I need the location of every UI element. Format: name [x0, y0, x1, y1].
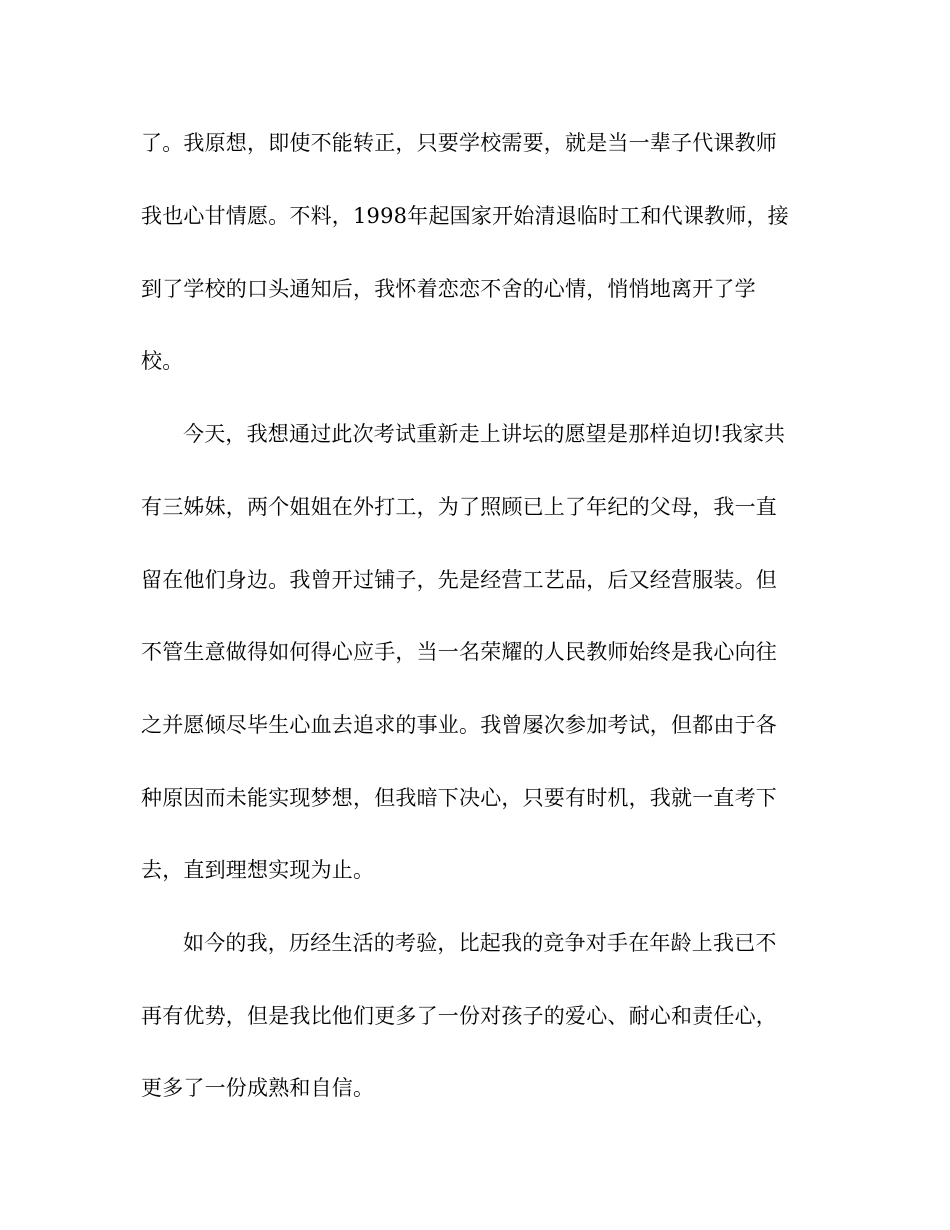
text-line: 之并愿倾尽毕生心血去追求的事业。我曾屡次参加考试，但都由于各: [141, 713, 777, 737]
text-line: 校。: [141, 349, 184, 373]
text-line: 我也心甘情愿。不料，1998年起国家开始清退临时工和代课教师，接: [141, 204, 789, 228]
text-line: 有三姊妹，两个姐姐在外打工，为了照顾已上了年纪的父母，我一直: [141, 495, 777, 519]
paragraph-first-line: 如今的我，历经生活的考验，比起我的竞争对手在年龄上我已不: [183, 931, 777, 955]
paragraph-first-line: 今天，我想通过此次考试重新走上讲坛的愿望是那样迫切!我家共: [183, 422, 786, 446]
text-line: 更多了一份成熟和自信。: [141, 1076, 375, 1100]
text-line: 到了学校的口头通知后，我怀着恋恋不舍的心情，悄悄地离开了学: [141, 277, 756, 301]
text-line: 再有优势，但是我比他们更多了一份对孩子的爱心、耐心和责任心，: [141, 1004, 777, 1028]
text-line: 去，直到理想实现为止。: [141, 858, 375, 882]
text-line: 不管生意做得如何得心应手，当一名荣耀的人民教师始终是我心向往: [141, 640, 777, 664]
text-line: 了。我原想，即使不能转正，只要学校需要，就是当一辈子代课教师: [141, 131, 777, 155]
text-line: 留在他们身边。我曾开过铺子，先是经营工艺品，后又经营服装。但: [141, 568, 777, 592]
text-line: 种原因而未能实现梦想，但我暗下决心，只要有时机，我就一直考下: [141, 786, 777, 810]
